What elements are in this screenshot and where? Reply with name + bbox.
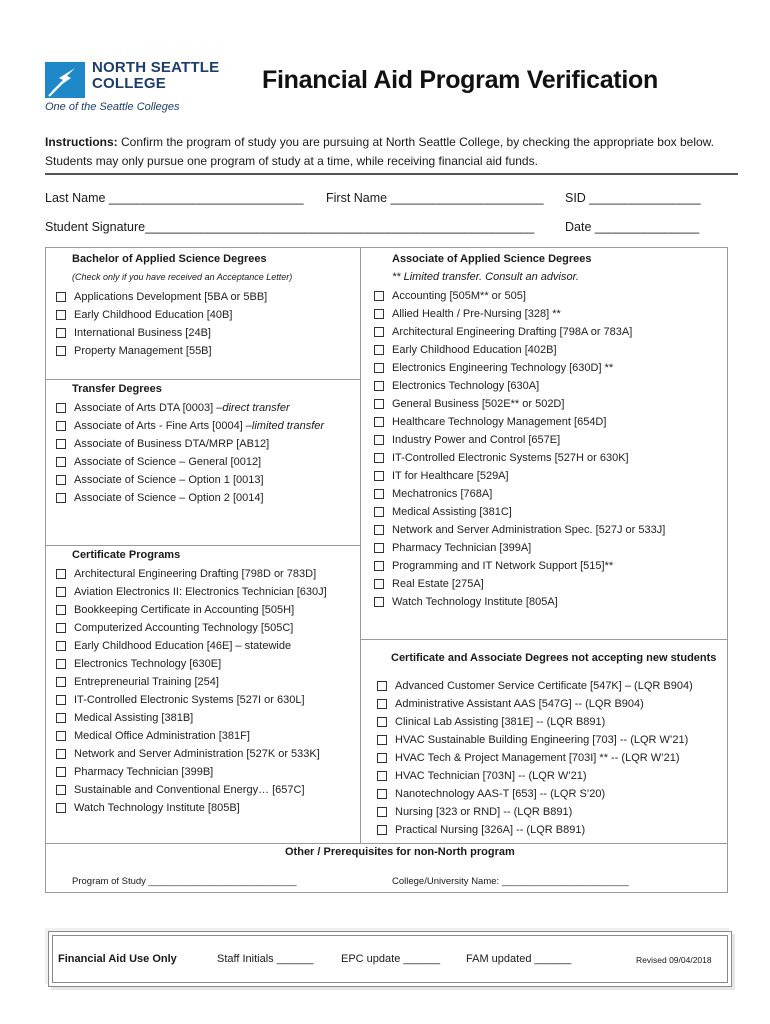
checkbox[interactable] <box>56 749 66 759</box>
checkbox[interactable] <box>56 803 66 813</box>
checkbox[interactable] <box>56 569 66 579</box>
checkbox-item[interactable]: Electronics Engineering Technology [630D] ** <box>374 359 665 377</box>
certificate-list <box>56 565 327 817</box>
row-divider <box>45 545 360 546</box>
checkbox-item[interactable]: IT-Controlled Electronic Systems [527H or 630K] <box>374 449 665 467</box>
row-divider <box>360 639 728 640</box>
not-accepting-heading: Certificate and Associate Degrees not accepting new students <box>391 652 717 664</box>
checkbox[interactable] <box>56 713 66 723</box>
associate-note: ** Limited transfer. Consult an advisor. <box>392 271 579 283</box>
bachelor-list <box>56 288 267 360</box>
date-field[interactable]: Date _______________ <box>565 220 700 234</box>
checkbox-item[interactable]: Network and Server Administration Spec. [527J or 533J] <box>374 521 665 539</box>
checkbox-item[interactable]: Nursing [323 or RND] -- (LQR B891) <box>377 803 693 821</box>
checkbox[interactable] <box>56 475 66 485</box>
checkbox-item[interactable]: Healthcare Technology Management [654D] <box>374 413 665 431</box>
row-divider <box>45 379 360 380</box>
checkbox[interactable] <box>374 363 384 373</box>
staff-initials-field[interactable]: Staff Initials ______ <box>217 953 314 965</box>
checkbox-item[interactable]: Watch Technology Institute [805A] <box>374 593 665 611</box>
checkbox[interactable] <box>374 525 384 535</box>
checkbox-item[interactable]: Associate of Business DTA/MRP [AB12] <box>56 435 324 453</box>
checkbox[interactable] <box>56 767 66 777</box>
checkbox-item[interactable]: Associate of Science – Option 1 [0013] <box>56 471 324 489</box>
checkbox[interactable] <box>377 789 387 799</box>
checkbox-item[interactable]: Medical Assisting [381C] <box>374 503 665 521</box>
checkbox[interactable] <box>56 677 66 687</box>
checkbox-item[interactable]: Pharmacy Technician [399A] <box>374 539 665 557</box>
checkbox-item[interactable]: Computerized Accounting Technology [505C] <box>56 619 327 637</box>
checkbox[interactable] <box>374 489 384 499</box>
checkbox-item[interactable]: Early Childhood Education [402B] <box>374 341 665 359</box>
checkbox[interactable] <box>377 681 387 691</box>
first-name-field[interactable]: First Name ______________________ <box>326 191 544 205</box>
checkbox-item[interactable]: HVAC Sustainable Building Engineering [703] -- (LQR W’21) <box>377 731 693 749</box>
checkbox[interactable] <box>374 435 384 445</box>
college-tagline: One of the Seattle Colleges <box>45 101 180 113</box>
checkbox-item[interactable]: IT for Healthcare [529A] <box>374 467 665 485</box>
checkbox-item[interactable]: Electronics Technology [630E] <box>56 655 327 673</box>
bachelor-heading: Bachelor of Applied Science Degrees <box>72 253 267 265</box>
checkbox-item[interactable]: Sustainable and Conventional Energy… [657C] <box>56 781 327 799</box>
transfer-list <box>56 399 324 507</box>
checkbox[interactable] <box>374 561 384 571</box>
checkbox[interactable] <box>374 399 384 409</box>
college-logo-icon <box>45 62 85 98</box>
checkbox[interactable] <box>56 731 66 741</box>
checkbox[interactable] <box>56 493 66 503</box>
checkbox[interactable] <box>56 403 66 413</box>
checkbox-item[interactable]: Network and Server Administration [527K or 533K] <box>56 745 327 763</box>
column-divider <box>360 247 361 843</box>
checkbox-item[interactable]: Advanced Customer Service Certificate [547K] – (LQR B904) <box>377 677 693 695</box>
student-signature-field[interactable]: Student Signature________________________________________________________ <box>45 220 535 234</box>
checkbox-item[interactable]: General Business [502E** or 502D] <box>374 395 665 413</box>
checkbox-item[interactable]: Associate of Arts DTA [0003] – direct transfer <box>56 399 324 417</box>
checkbox[interactable] <box>377 735 387 745</box>
checkbox-item[interactable]: Nanotechnology AAS-T [653] -- (LQR S’20) <box>377 785 693 803</box>
last-name-field[interactable]: Last Name ____________________________ <box>45 191 304 205</box>
checkbox[interactable] <box>56 292 66 302</box>
checkbox-item[interactable]: Early Childhood Education [46E] – statewide <box>56 637 327 655</box>
checkbox-item[interactable]: Property Management [55B] <box>56 342 267 360</box>
other-heading: Other / Prerequisites for non-North program <box>285 846 515 858</box>
not-accepting-list <box>377 677 693 839</box>
checkbox-item[interactable]: Programming and IT Network Support [515]** <box>374 557 665 575</box>
checkbox[interactable] <box>377 771 387 781</box>
checkbox[interactable] <box>377 717 387 727</box>
checkbox[interactable] <box>374 579 384 589</box>
epc-update-field[interactable]: EPC update ______ <box>341 953 441 965</box>
checkbox-item[interactable]: Administrative Assistant AAS [547G] -- (LQR B904) <box>377 695 693 713</box>
checkbox-item[interactable]: IT-Controlled Electronic Systems [527I or 630L] <box>56 691 327 709</box>
checkbox-item[interactable]: Bookkeeping Certificate in Accounting [505H] <box>56 601 327 619</box>
associate-list <box>374 287 665 611</box>
checkbox[interactable] <box>56 328 66 338</box>
checkbox-item[interactable]: International Business [24B] <box>56 324 267 342</box>
bachelor-note: (Check only if you have received an Acceptance Letter) <box>72 272 293 282</box>
checkbox-item[interactable]: Associate of Arts - Fine Arts [0004] – limited transfer <box>56 417 324 435</box>
instructions-label: Instructions: <box>45 135 118 149</box>
checkbox[interactable] <box>56 623 66 633</box>
checkbox-item[interactable]: Applications Development [5BA or 5BB] <box>56 288 267 306</box>
checkbox-item[interactable]: Watch Technology Institute [805B] <box>56 799 327 817</box>
checkbox-item[interactable]: Entrepreneurial Training [254] <box>56 673 327 691</box>
financial-aid-label: Financial Aid Use Only <box>58 953 177 965</box>
checkbox[interactable] <box>56 641 66 651</box>
checkbox[interactable] <box>56 605 66 615</box>
instructions <box>45 133 735 171</box>
checkbox[interactable] <box>374 327 384 337</box>
associate-heading: Associate of Applied Science Degrees <box>392 253 592 265</box>
checkbox[interactable] <box>374 471 384 481</box>
checkbox-item[interactable]: Industry Power and Control [657E] <box>374 431 665 449</box>
checkbox-item[interactable]: Medical Assisting [381B] <box>56 709 327 727</box>
page-title: Financial Aid Program Verification <box>262 66 658 94</box>
checkbox[interactable] <box>56 310 66 320</box>
checkbox[interactable] <box>374 597 384 607</box>
college-university-field[interactable]: College/University Name: ________________________ <box>392 876 629 887</box>
checkbox-item[interactable]: Practical Nursing [326A] -- (LQR B891) <box>377 821 693 839</box>
checkbox-item[interactable]: Accounting [505M** or 505] <box>374 287 665 305</box>
fam-updated-field[interactable]: FAM updated ______ <box>466 953 572 965</box>
checkbox-item[interactable]: Early Childhood Education [40B] <box>56 306 267 324</box>
checkbox-item[interactable]: Architectural Engineering Drafting [798D or 783D] <box>56 565 327 583</box>
checkbox-item[interactable]: Medical Office Administration [381F] <box>56 727 327 745</box>
checkbox-item[interactable]: Mechatronics [768A] <box>374 485 665 503</box>
sid-field[interactable]: SID ________________ <box>565 191 701 205</box>
checkbox-item[interactable]: Aviation Electronics II: Electronics Technician [630J] <box>56 583 327 601</box>
college-name: NORTH SEATTLE COLLEGE <box>92 59 220 92</box>
checkbox[interactable] <box>374 381 384 391</box>
checkbox-item[interactable]: Clinical Lab Assisting [381E] -- (LQR B891) <box>377 713 693 731</box>
checkbox[interactable] <box>56 457 66 467</box>
checkbox[interactable] <box>374 507 384 517</box>
checkbox-item[interactable]: HVAC Technician [703N] -- (LQR W’21) <box>377 767 693 785</box>
certificate-heading: Certificate Programs <box>72 549 181 561</box>
checkbox[interactable] <box>56 439 66 449</box>
checkbox-item[interactable]: Architectural Engineering Drafting [798A or 783A] <box>374 323 665 341</box>
checkbox[interactable] <box>377 699 387 709</box>
checkbox[interactable] <box>377 825 387 835</box>
checkbox[interactable] <box>56 346 66 356</box>
checkbox[interactable] <box>377 807 387 817</box>
checkbox-item[interactable]: Real Estate [275A] <box>374 575 665 593</box>
checkbox[interactable] <box>377 753 387 763</box>
instructions-text: Confirm the program of study you are pursuing at North Seattle College, by checking the appropriate box below. Students may only pursue one program of study at a time, while receiving financial aid funds. <box>45 135 715 168</box>
checkbox[interactable] <box>374 345 384 355</box>
checkbox-item[interactable]: Electronics Technology [630A] <box>374 377 665 395</box>
transfer-heading: Transfer Degrees <box>72 383 162 395</box>
checkbox-item[interactable]: Allied Health / Pre-Nursing [328] ** <box>374 305 665 323</box>
revised-date: Revised 09/04/2018 <box>636 955 712 965</box>
checkbox-item[interactable]: Associate of Science – Option 2 [0014] <box>56 489 324 507</box>
checkbox[interactable] <box>56 785 66 795</box>
divider <box>45 173 738 175</box>
checkbox[interactable] <box>374 543 384 553</box>
checkbox-item[interactable]: HVAC Tech & Project Management [703I] ** -- (LQR W’21) <box>377 749 693 767</box>
checkbox-item[interactable]: Associate of Science – General [0012] <box>56 453 324 471</box>
checkbox[interactable] <box>56 695 66 705</box>
checkbox[interactable] <box>56 587 66 597</box>
checkbox[interactable] <box>374 417 384 427</box>
checkbox[interactable] <box>374 453 384 463</box>
checkbox[interactable] <box>374 309 384 319</box>
row-divider <box>45 843 728 844</box>
program-of-study-field[interactable]: Program of Study ____________________________ <box>72 876 297 887</box>
checkbox[interactable] <box>56 659 66 669</box>
checkbox[interactable] <box>374 291 384 301</box>
checkbox[interactable] <box>56 421 66 431</box>
checkbox-item[interactable]: Pharmacy Technician [399B] <box>56 763 327 781</box>
